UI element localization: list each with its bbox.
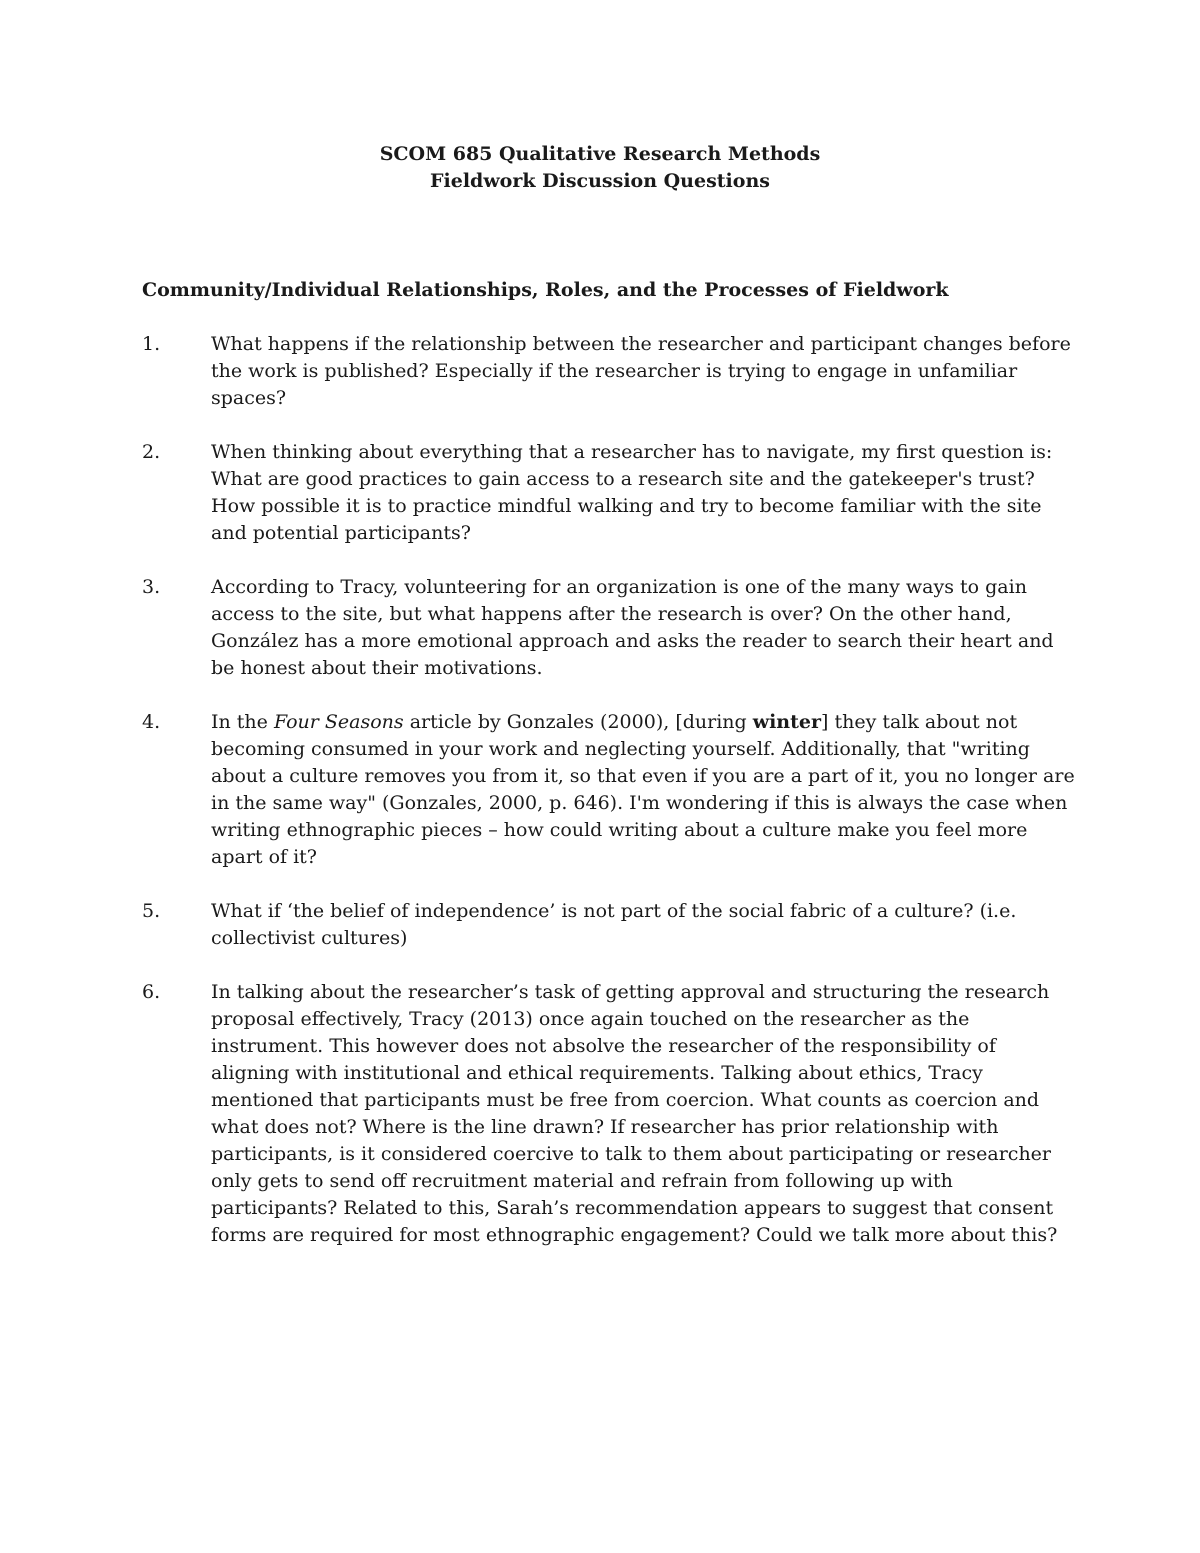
question-item-2: [142, 439, 1077, 547]
question-number: 5.: [142, 900, 161, 922]
question-text: According to Tracy, volunteering for an organization is one of the many ways to gain access to the site, but what happens after the research is over? On the other hand, González has a more emotional approach and asks the reader to search their heart and be honest about their motivations.: [211, 576, 1054, 679]
question-number: 1.: [142, 333, 161, 355]
question-text: What happens if the relationship between the researcher and participant changes before the work is published? Especially if the researcher is trying to engage in unfamiliar spaces?: [211, 333, 1071, 409]
question-text-segment: article by Gonzales (2000), [during: [403, 711, 753, 733]
question-text: What if ‘the belief of independence’ is not part of the social fabric of a culture? (i.e. collectivist cultures): [211, 900, 1017, 949]
question-text-segment: ] they talk about not becoming consumed in your work and neglecting yourself. Additionally, that "writing about a culture removes you from it, so that even if you are a part of it, you no longer are in the same way" (Gonzales, 2000, p. 646). I'm wondering if this is always the case when writing ethnographic pieces – how could writing about a culture make you feel more apart of it?: [211, 711, 1075, 868]
question-text-segment: In the: [211, 711, 274, 733]
question-number: 6.: [142, 981, 161, 1003]
question-item-5: [142, 898, 1077, 952]
question-item-6: [142, 979, 1077, 1249]
question-text: In talking about the researcher’s task of getting approval and structuring the research proposal effectively, Tracy (2013) once again touched on the researcher as the instrument. This however does not absolve the researcher of the responsibility of aligning with institutional and ethical requirements. Talking about ethics, Tracy mentioned that participants must be free from coercion. What counts as coercion and what does not? Where is the line drawn? If researcher has prior relationship with participants, is it considered coercive to talk to them about participating or researcher only gets to send off recruitment material and refrain from following up with participants? Related to this, Sarah’s recommendation appears to suggest that consent forms are required for most ethnographic engagement? Could we talk more about this?: [211, 981, 1058, 1246]
question-text: [211, 709, 1077, 871]
question-item-1: [142, 331, 1077, 412]
question-number: 4.: [142, 711, 161, 733]
question-text: When thinking about everything that a researcher has to navigate, my first question is: What are good practices to gain access to a research site and the gatekeeper's trust? How possible it is to practice mindful walking and try to become familiar with the site and potential participants?: [211, 441, 1053, 544]
course-title: SCOM 685 Qualitative Research Methods: [379, 143, 821, 165]
question-number: 2.: [142, 441, 161, 463]
question-list: [142, 331, 1077, 1276]
season-emphasis: winter: [752, 711, 821, 733]
section-heading: Community/Individual Relationships, Roles, and the Processes of Fieldwork: [142, 279, 949, 301]
article-title: Four Seasons: [273, 711, 404, 733]
document-subtitle: Fieldwork Discussion Questions: [430, 170, 770, 192]
question-item-3: [142, 574, 1077, 682]
question-item-4: [142, 709, 1077, 871]
document-title: [0, 141, 1200, 195]
question-number: 3.: [142, 576, 161, 598]
